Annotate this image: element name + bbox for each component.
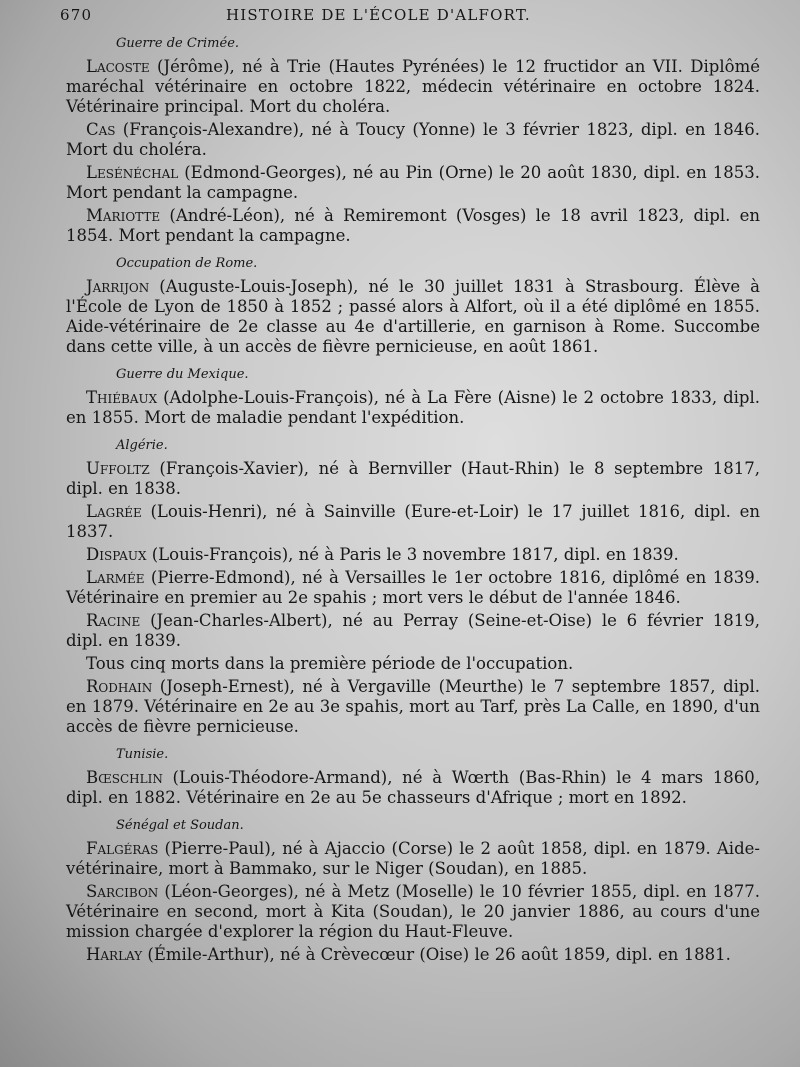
entry-name: Thiébaux [86, 388, 158, 407]
running-title: HISTOIRE DE L'ÉCOLE D'ALFORT. [226, 6, 531, 24]
section-algerie [66, 438, 760, 737]
entry [66, 839, 760, 879]
entry-name: Dispaux [86, 545, 147, 564]
entry-text: (Pierre-Paul), né à Ajaccio (Corse) le 2 août 1858, dipl. en 1879. Aide-vétérinaire, mort à Bammako, sur le Niger (Soudan), en 1885. [66, 839, 760, 878]
entry-name: Sarcibon [86, 882, 159, 901]
entry [66, 882, 760, 942]
section-title: Algérie. [116, 438, 168, 453]
entry [66, 206, 760, 246]
entry [66, 163, 760, 203]
entry-name: Uffoltz [86, 459, 150, 478]
entry-text: (Louis-François), né à Paris le 3 novembre 1817, dipl. en 1839. [146, 545, 679, 564]
section-senegal-soudan [66, 818, 760, 965]
entry-text: (André-Léon), né à Remiremont (Vosges) le 18 avril 1823, dipl. en 1854. Mort pendant la campagne. [66, 206, 760, 245]
entry-text: (Edmond-Georges), né au Pin (Orne) le 20 août 1830, dipl. en 1853. Mort pendant la campagne. [66, 163, 760, 202]
entry [66, 459, 760, 499]
entry-text: (François-Alexandre), né à Toucy (Yonne) le 3 février 1823, dipl. en 1846. Mort du choléra. [66, 120, 760, 159]
entry-text: (Auguste-Louis-Joseph), né le 30 juillet 1831 à Strasbourg. Élève à l'École de Lyon de 1850 à 1852 ; passé alors à Alfort, où il a été diplômé en 1855. Aide-vétérinaire de 2e classe au 4e d'artillerie, en garnison à Rome. Succombe dans cette ville, à un accès de fièvre pernicieuse, en août 1861. [66, 277, 760, 356]
page-number: 670 [60, 6, 93, 24]
page-header [60, 4, 760, 26]
entry [66, 568, 760, 608]
entry [66, 654, 760, 674]
entry-text: (Jérôme), né à Trie (Hautes Pyrénées) le 12 fructidor an VII. Diplômé maréchal vétérinaire en octobre 1822, médecin vétérinaire en octobre 1824. Vétérinaire principal. Mort du choléra. [66, 57, 760, 116]
entry-text: (Émile-Arthur), né à Crèvecœur (Oise) le 26 août 1859, dipl. en 1881. [142, 945, 731, 964]
entry [66, 502, 760, 542]
entry-text: (Joseph-Ernest), né à Vergaville (Meurthe) le 7 septembre 1857, dipl. en 1879. Vétérinaire en 2e au 3e spahis, mort au Tarf, près La Calle, en 1890, d'un accès de fièvre pernicieuse. [66, 677, 760, 736]
entry-name: Rodhain [86, 677, 153, 696]
entry-text: (François-Xavier), né à Bernviller (Haut-Rhin) le 8 septembre 1817, dipl. en 1838. [66, 459, 760, 498]
entry-name: Cas [86, 120, 116, 139]
entry-text: (Léon-Georges), né à Metz (Moselle) le 10 février 1855, dipl. en 1877. Vétérinaire en second, mort à Kita (Soudan), le 20 janvier 1886, au cours d'une mission chargée d'explorer la région du Haut-Fleuve. [66, 882, 760, 941]
entry-text: Tous cinq morts dans la première période de l'occupation. [86, 654, 574, 673]
entry [66, 945, 760, 965]
entry-name: Jarrijon [86, 277, 150, 296]
section-title: Tunisie. [116, 747, 169, 762]
entry-text: (Louis-Théodore-Armand), né à Wœrth (Bas-Rhin) le 4 mars 1860, dipl. en 1882. Vétérinaire en 2e au 5e chasseurs d'Afrique ; mort en 1892. [66, 768, 760, 807]
entry-text: (Pierre-Edmond), né à Versailles le 1er octobre 1816, diplômé en 1839. Vétérinaire en premier au 2e spahis ; mort vers le début de l'année 1846. [66, 568, 760, 607]
entry [66, 768, 760, 808]
entry-name: Lagrée [86, 502, 142, 521]
section-title: Occupation de Rome. [116, 256, 258, 271]
section-title: Guerre de Crimée. [116, 36, 240, 51]
entry-name: Bœschlin [86, 768, 163, 787]
entry [66, 277, 760, 357]
section-rome [66, 256, 760, 357]
entry-name: Larmée [86, 568, 145, 587]
entry-name: Lacoste [86, 57, 150, 76]
entry-name: Lesénéchal [86, 163, 179, 182]
section-crimee [66, 36, 760, 246]
entry-text: (Adolphe-Louis-François), né à La Fère (Aisne) le 2 octobre 1833, dipl. en 1855. Mort de maladie pendant l'expédition. [66, 388, 760, 427]
entry [66, 611, 760, 651]
entry-name: Racine [86, 611, 141, 630]
section-tunisie [66, 747, 760, 808]
entry [66, 57, 760, 117]
entry [66, 677, 760, 737]
entry [66, 120, 760, 160]
section-mexique [66, 367, 760, 428]
entry-name: Falgéras [86, 839, 159, 858]
entry-name: Mariotte [86, 206, 161, 225]
entry [66, 545, 760, 565]
entry-name: Harlay [86, 945, 143, 964]
entry-text: (Jean-Charles-Albert), né au Perray (Seine-et-Oise) le 6 février 1819, dipl. en 1839. [66, 611, 760, 650]
section-title: Guerre du Mexique. [116, 367, 249, 382]
entry-text: (Louis-Henri), né à Sainville (Eure-et-Loir) le 17 juillet 1816, dipl. en 1837. [66, 502, 760, 541]
entry [66, 388, 760, 428]
section-title: Sénégal et Soudan. [116, 818, 244, 833]
